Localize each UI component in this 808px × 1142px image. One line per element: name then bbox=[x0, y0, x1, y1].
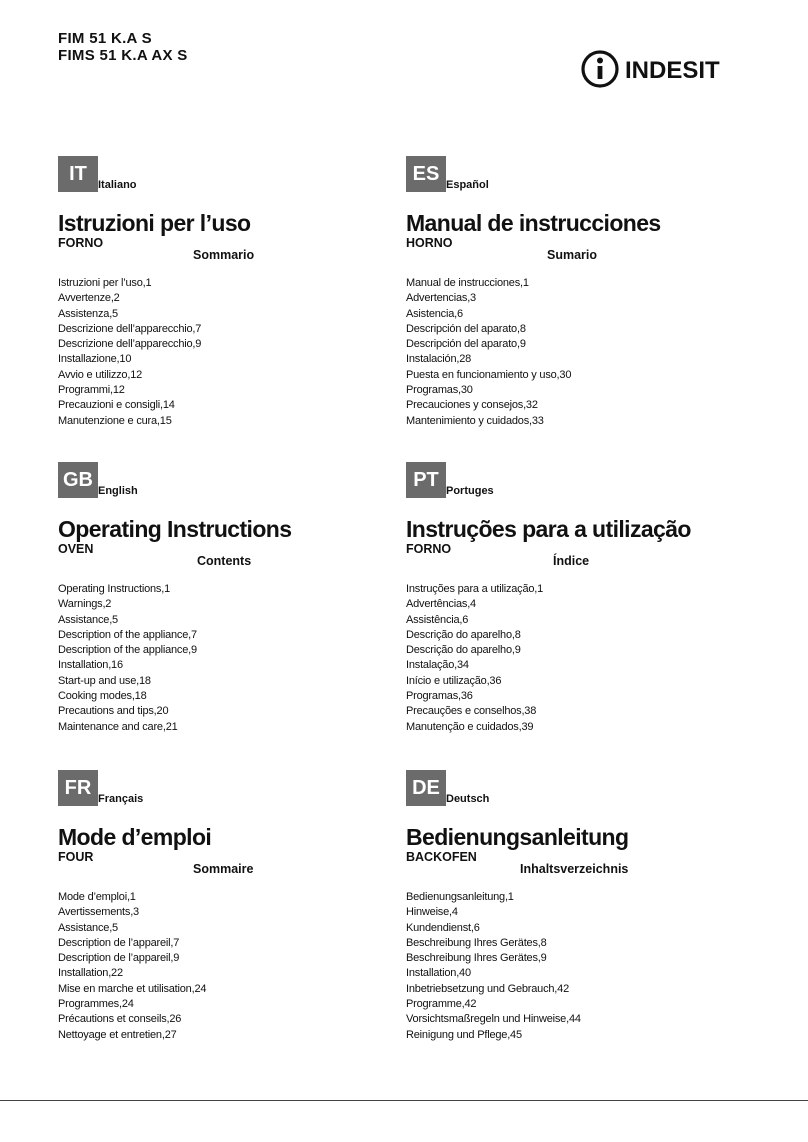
toc-entry: Beschreibung Ihres Gerätes,9 bbox=[406, 952, 547, 965]
model-number: FIM 51 K.A S bbox=[58, 30, 152, 47]
toc-entry: Maintenance and care,21 bbox=[58, 720, 178, 733]
appliance-type: BACKOFEN bbox=[406, 850, 477, 864]
toc-entry: Nettoyage et entretien,27 bbox=[58, 1028, 177, 1041]
toc-list bbox=[406, 890, 581, 1043]
section-italian bbox=[58, 156, 358, 427]
appliance-type: FORNO bbox=[58, 236, 104, 250]
section-portuguese bbox=[406, 462, 706, 733]
toc-entry: Programme,42 bbox=[406, 998, 477, 1011]
toc-entry: Avvertenze,2 bbox=[58, 292, 120, 305]
toc-entry: Programas,36 bbox=[406, 690, 473, 703]
toc-entry: Início e utilização,36 bbox=[406, 674, 502, 687]
toc-entry: Manutenzione e cura,15 bbox=[58, 414, 172, 427]
toc-entry: Installation,22 bbox=[58, 967, 123, 980]
toc-heading: Contents bbox=[197, 554, 252, 568]
manual-title: Mode d’emploi bbox=[58, 824, 212, 850]
toc-entry: Installation,40 bbox=[406, 967, 471, 980]
toc-entry: Operating Instructions,1 bbox=[58, 583, 170, 595]
toc-entry: Precauzioni e consigli,14 bbox=[58, 399, 175, 412]
toc-entry: Descrição do aparelho,8 bbox=[406, 628, 521, 641]
language-code-badge: DE bbox=[406, 770, 446, 806]
toc-entry: Précautions et conseils,26 bbox=[58, 1013, 182, 1026]
language-name: Français bbox=[98, 793, 144, 805]
toc-entry: Assistance,5 bbox=[58, 921, 118, 934]
brand-name: INDESIT bbox=[625, 57, 720, 84]
toc-entry: Descripción del aparato,8 bbox=[406, 322, 526, 335]
toc-entry: Mode d’emploi,1 bbox=[58, 891, 136, 903]
toc-entry: Descrizione dell’apparecchio,7 bbox=[58, 322, 202, 335]
toc-entry: Inbetriebsetzung und Gebrauch,42 bbox=[406, 982, 569, 995]
toc-entry: Avertissements,3 bbox=[58, 906, 139, 919]
language-code-badge: PT bbox=[406, 462, 446, 498]
toc-entry: Beschreibung Ihres Gerätes,8 bbox=[406, 936, 547, 949]
toc-entry: Descripción del aparato,9 bbox=[406, 338, 526, 351]
toc-entry: Description of the appliance,9 bbox=[58, 644, 197, 657]
toc-entry: Advertências,4 bbox=[406, 598, 476, 611]
indesit-logo bbox=[580, 48, 740, 92]
toc-entry: Manutenção e cuidados,39 bbox=[406, 720, 534, 733]
toc-heading: Inhaltsverzeichnis bbox=[520, 862, 629, 876]
manual-title: Bedienungsanleitung bbox=[406, 824, 629, 850]
toc-entry: Programmes,24 bbox=[58, 998, 134, 1011]
toc-entry: Description de l’appareil,7 bbox=[58, 936, 180, 949]
section-german bbox=[406, 770, 706, 1041]
toc-entry: Description of the appliance,7 bbox=[58, 628, 197, 641]
toc-list bbox=[58, 582, 197, 735]
manual-title: Operating Instructions bbox=[58, 516, 292, 542]
toc-list bbox=[58, 276, 201, 429]
toc-entry: Cooking modes,18 bbox=[58, 690, 147, 703]
toc-entry: Asistencia,6 bbox=[406, 307, 463, 320]
toc-entry: Descrição do aparelho,9 bbox=[406, 644, 521, 657]
toc-entry: Assistance,5 bbox=[58, 613, 118, 626]
toc-entry: Programas,30 bbox=[406, 384, 473, 397]
manual-title: Instruções para a utilização bbox=[406, 516, 691, 542]
toc-entry: Manual de instrucciones,1 bbox=[406, 277, 529, 289]
toc-entry: Instruções para a utilização,1 bbox=[406, 583, 544, 595]
toc-entry: Installazione,10 bbox=[58, 353, 132, 366]
toc-entry: Precauciones y consejos,32 bbox=[406, 399, 538, 412]
toc-entry: Mise en marche et utilisation,24 bbox=[58, 982, 207, 995]
toc-list bbox=[58, 890, 206, 1043]
model-number: FIMS 51 K.A AX S bbox=[58, 47, 188, 64]
toc-entry: Precautions and tips,20 bbox=[58, 705, 169, 718]
manual-title: Manual de instrucciones bbox=[406, 210, 661, 236]
toc-entry: Mantenimiento y cuidados,33 bbox=[406, 414, 544, 427]
toc-entry: Installation,16 bbox=[58, 659, 123, 672]
language-code-badge: GB bbox=[58, 462, 98, 498]
appliance-type: FOUR bbox=[58, 850, 94, 864]
toc-list bbox=[406, 276, 571, 429]
toc-heading: Índice bbox=[553, 554, 590, 568]
toc-entry: Programmi,12 bbox=[58, 384, 125, 397]
toc-entry: Vorsichtsmaßregeln und Hinweise,44 bbox=[406, 1013, 581, 1026]
appliance-type: HORNO bbox=[406, 236, 453, 250]
section-spanish bbox=[406, 156, 706, 427]
section-french bbox=[58, 770, 358, 1041]
toc-entry: Avvio e utilizzo,12 bbox=[58, 368, 143, 381]
appliance-type: OVEN bbox=[58, 542, 94, 556]
toc-entry: Description de l’appareil,9 bbox=[58, 952, 180, 965]
toc-entry: Bedienungsanleitung,1 bbox=[406, 891, 514, 903]
page-bottom-rule bbox=[0, 1100, 808, 1101]
toc-entry: Puesta en funcionamiento y uso,30 bbox=[406, 368, 572, 381]
toc-entry: Precauções e conselhos,38 bbox=[406, 705, 537, 718]
section-english bbox=[58, 462, 358, 733]
toc-entry: Reinigung und Pflege,45 bbox=[406, 1028, 522, 1041]
appliance-type: FORNO bbox=[406, 542, 452, 556]
toc-entry: Instalación,28 bbox=[406, 353, 472, 366]
language-name: Italiano bbox=[98, 179, 137, 191]
language-name: Deutsch bbox=[446, 793, 490, 805]
language-name: Portuges bbox=[446, 485, 494, 497]
logo-dot bbox=[597, 58, 603, 64]
model-numbers bbox=[58, 30, 188, 64]
toc-entry: Descrizione dell’apparecchio,9 bbox=[58, 338, 202, 351]
toc-entry: Warnings,2 bbox=[58, 598, 112, 611]
manual-title: Istruzioni per l’uso bbox=[58, 210, 251, 236]
language-code-badge: IT bbox=[58, 156, 98, 192]
toc-heading: Sommario bbox=[193, 248, 255, 262]
logo-stem bbox=[598, 66, 603, 79]
toc-entry: Assistenza,5 bbox=[58, 307, 118, 320]
toc-list bbox=[406, 582, 543, 735]
language-code-badge: FR bbox=[58, 770, 98, 806]
toc-entry: Hinweise,4 bbox=[406, 906, 458, 919]
toc-entry: Istruzioni per l’uso,1 bbox=[58, 277, 152, 289]
language-name: English bbox=[98, 485, 138, 497]
language-name: Español bbox=[446, 179, 489, 191]
toc-entry: Kundendienst,6 bbox=[406, 921, 480, 934]
toc-entry: Assistência,6 bbox=[406, 613, 469, 626]
toc-entry: Advertencias,3 bbox=[406, 292, 476, 305]
toc-entry: Instalação,34 bbox=[406, 659, 469, 672]
language-code-badge: ES bbox=[406, 156, 446, 192]
toc-heading: Sumario bbox=[547, 248, 598, 262]
toc-entry: Start-up and use,18 bbox=[58, 674, 151, 687]
toc-heading: Sommaire bbox=[193, 862, 254, 876]
